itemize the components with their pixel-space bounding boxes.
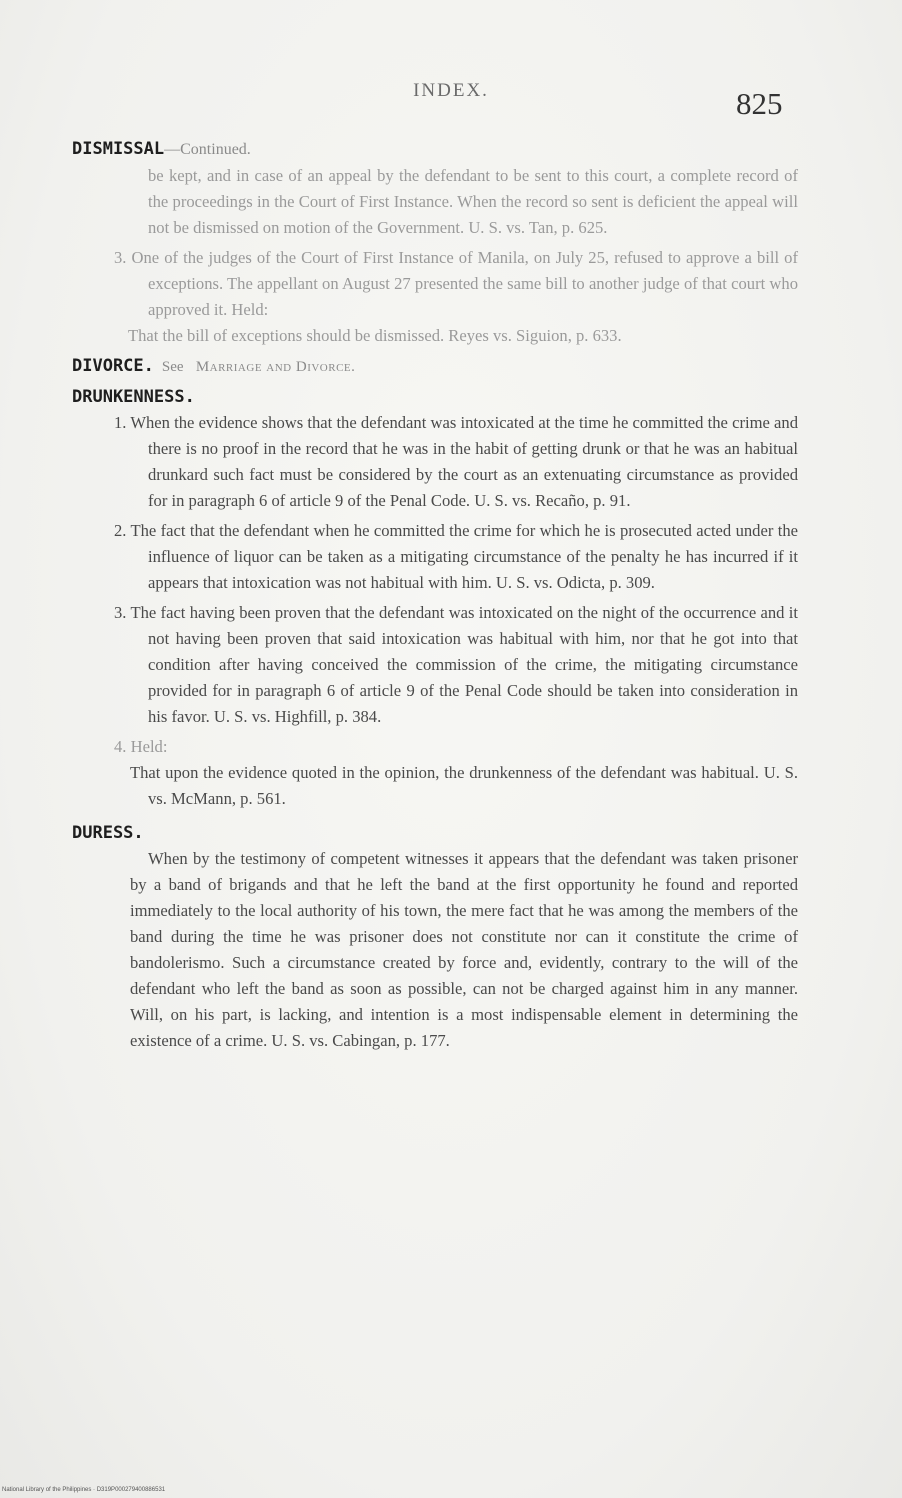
entry-dismissal <box>72 136 798 349</box>
drunkenness-item-3: 3. The fact having been proven that the defendant was intoxicated on the night of the occurrence and it not having been proven that said intoxication was habitual with him, nor that he got into that condition after having conceived the commission of the crime, the mitigating circumstance provided for in paragraph 6 of article 9 of the Penal Code should be taken into consideration in his favor. U. S. vs. Highfill, p. 384. <box>114 603 798 726</box>
running-head: INDEX. <box>413 80 489 101</box>
index-content <box>72 136 798 1054</box>
drunkenness-item-4: 4. Held: <box>114 737 168 756</box>
entry-heading: DISMISSAL—Continued. <box>72 139 251 159</box>
continued-label: —Continued. <box>164 141 251 158</box>
dismissal-item-3: 3. One of the judges of the Court of First Instance of Manila, on July 25, refused to approve a bill of exceptions. The appellant on August 27 presented the same bill to another judge of that court who approved it. Held: <box>114 248 798 319</box>
entry-heading: DRUNKENNESS. <box>72 387 195 407</box>
drunkenness-held: That upon the evidence quoted in the opinion, the drunkenness of the defendant was habitual. U. S. vs. McMann, p. 561. <box>130 763 798 808</box>
page-number: 825 <box>736 86 783 121</box>
cross-reference: Marriage and Divorce. <box>195 359 356 375</box>
entry-duress <box>72 820 798 1054</box>
entry-drunkenness <box>72 384 798 812</box>
drunkenness-item-2: 2. The fact that the defendant when he committed the crime for which he is prosecuted acted under the influence of liquor can be taken as a mitigating circumstance of the penalty he has incurred if it appears that intoxication was not habitual with him. U. S. vs. Odicta, p. 309. <box>114 521 798 592</box>
entry-heading: DURESS. <box>72 823 144 843</box>
drunkenness-item-1: 1. When the evidence shows that the defendant was intoxicated at the time he committed the crime and there is no proof in the record that he was in the habit of getting drunk or that he was an habitual drunkard such fact must be considered by the court as an extenuating circumstance as provided for in paragraph 6 of article 9 of the Penal Code. U. S. vs. Recaño, p. 91. <box>114 413 798 510</box>
dismissal-paragraph: be kept, and in case of an appeal by the defendant to be sent to this court, a complete record of the proceedings in the Court of First Instance. When the record so sent is deficient the appeal will not be dismissed on motion of the Government. U. S. vs. Tan, p. 625. <box>148 166 798 237</box>
duress-paragraph: When by the testimony of competent witnesses it appears that the defendant was taken prisoner by a band of brigands and that he left the band at the first opportunity he found and reported immediately to the local authority of his town, the mere fact that he was among the members of the band during the time he was prisoner does not constitute nor can it constitute the crime of bandolerismo. Such a circumstance created by force and, evidently, contrary to the will of the defendant who left the band as soon as possible, can not be charged against him in any manner. Will, on his part, is lacking, and intention is a most indispensable element in determining the existence of a crime. U. S. vs. Cabingan, p. 177. <box>130 849 798 1050</box>
scan-caption: National Library of the Philippines · D319P000279400886531 <box>2 1487 166 1493</box>
dismissal-held: That the bill of exceptions should be dismissed. Reyes vs. Siguion, p. 633. <box>128 326 622 345</box>
entry-heading: DIVORCE. See Marriage and Divorce. <box>72 356 356 376</box>
see-label: See <box>161 359 184 375</box>
entry-divorce <box>72 353 798 380</box>
